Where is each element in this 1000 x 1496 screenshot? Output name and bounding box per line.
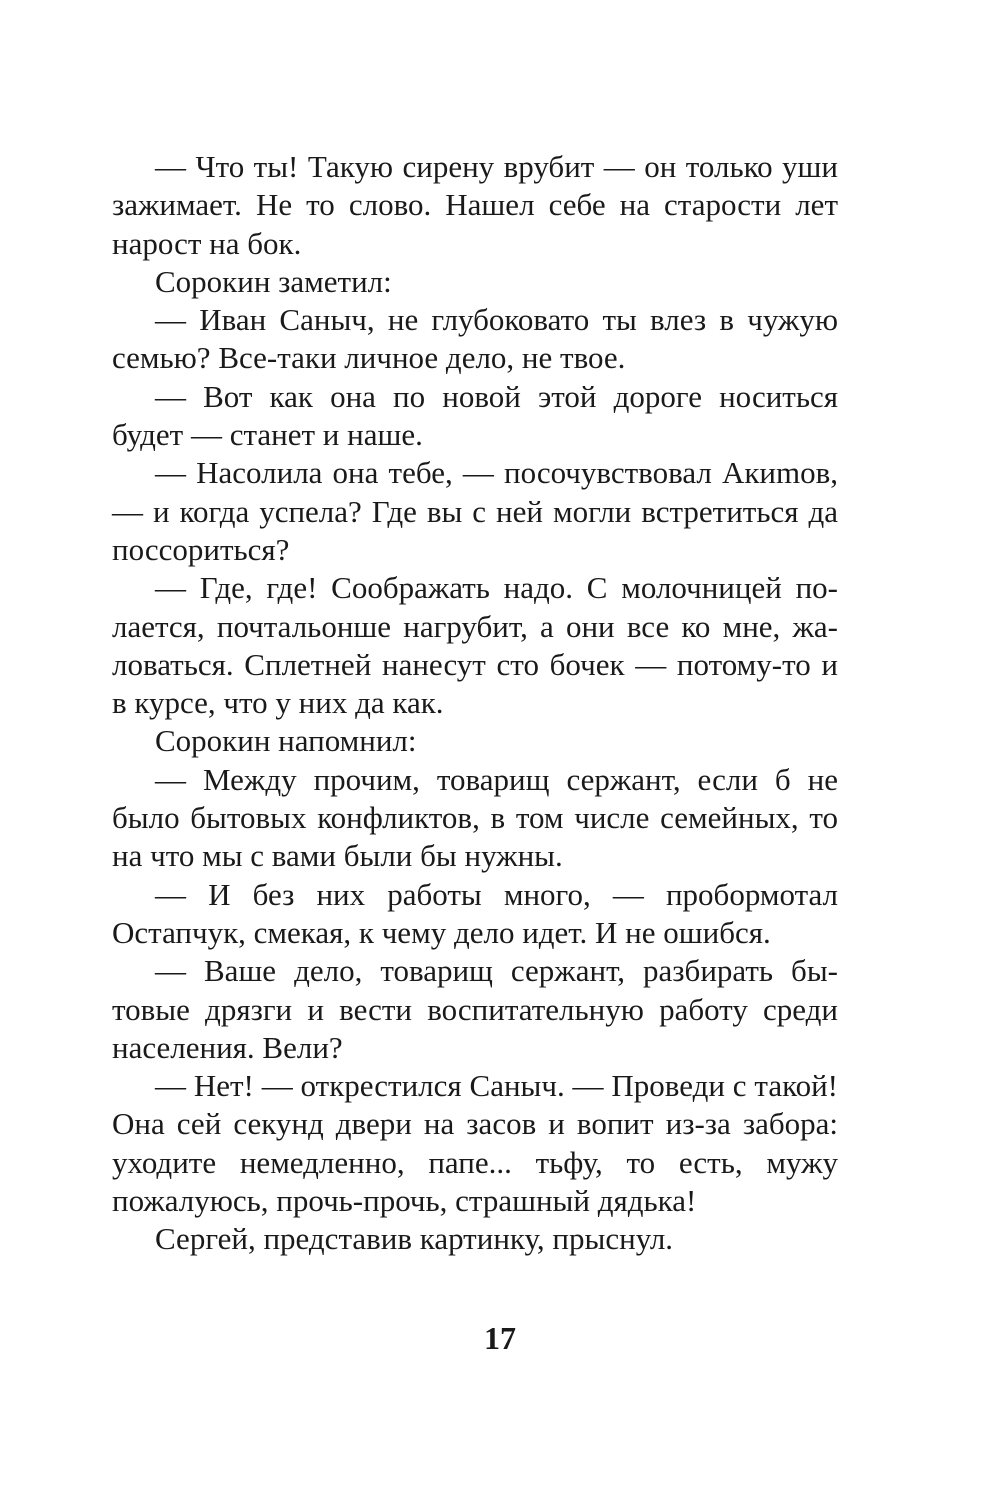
paragraph: — Вот как она по новой этой дороге носиться будет — станет и наше. xyxy=(112,378,838,453)
paragraph: Сорокин напомнил: xyxy=(155,723,417,759)
paragraph: — Ваше дело, товарищ сержант, разбирать бытовые дрязги и вести воспитательную работу среди населения. Вели? xyxy=(112,953,838,1065)
paragraph: Сергей, представив картинку, прыснул. xyxy=(155,1221,674,1257)
paragraph: — Между прочим, товарищ сержант, если б не было бытовых конфликтов, в том числе семейных, то на что мы с вами были бы нужны. xyxy=(112,761,838,874)
paragraph: — И без них работы много, — пробормотал Остапчук, смекая, к чему дело идет. И не ошибся. xyxy=(112,876,838,950)
paragraph: — Нет! — открестился Саныч. — Проведи с такой! Она сей секунд двери на засов и вопит из-за забора: уходите немедленно, папе... тьфу, то есть, мужу пожалуюсь, прочь-прочь, страшный дядька! xyxy=(112,1068,838,1219)
paragraph: — Что ты! Такую сирену врубит — он только уши зажимает. Не то слово. Нашел себе на старости лет нарост на бок. xyxy=(112,149,838,261)
body-text xyxy=(112,148,838,1259)
paragraph: — Иван Саныч, не глубоковато ты влез в чужую семью? Все-таки личное дело, не твое. xyxy=(112,302,838,376)
page-number: 17 xyxy=(484,1320,516,1356)
paragraph: — Где, где! Соображать надо. С молочницей полается, почтальонше нагрубит, а они все ко мне, жаловаться. Сплетней нанесут сто бочек — потому-то и в курсе, что у них да как. xyxy=(112,570,838,721)
paragraph: — Насолила она тебе, — посочувствовал Акиmов, — и когда успела? Где вы с ней могли встретиться да поссориться? xyxy=(112,455,838,567)
paragraph: Сорокин заметил: xyxy=(155,263,392,299)
